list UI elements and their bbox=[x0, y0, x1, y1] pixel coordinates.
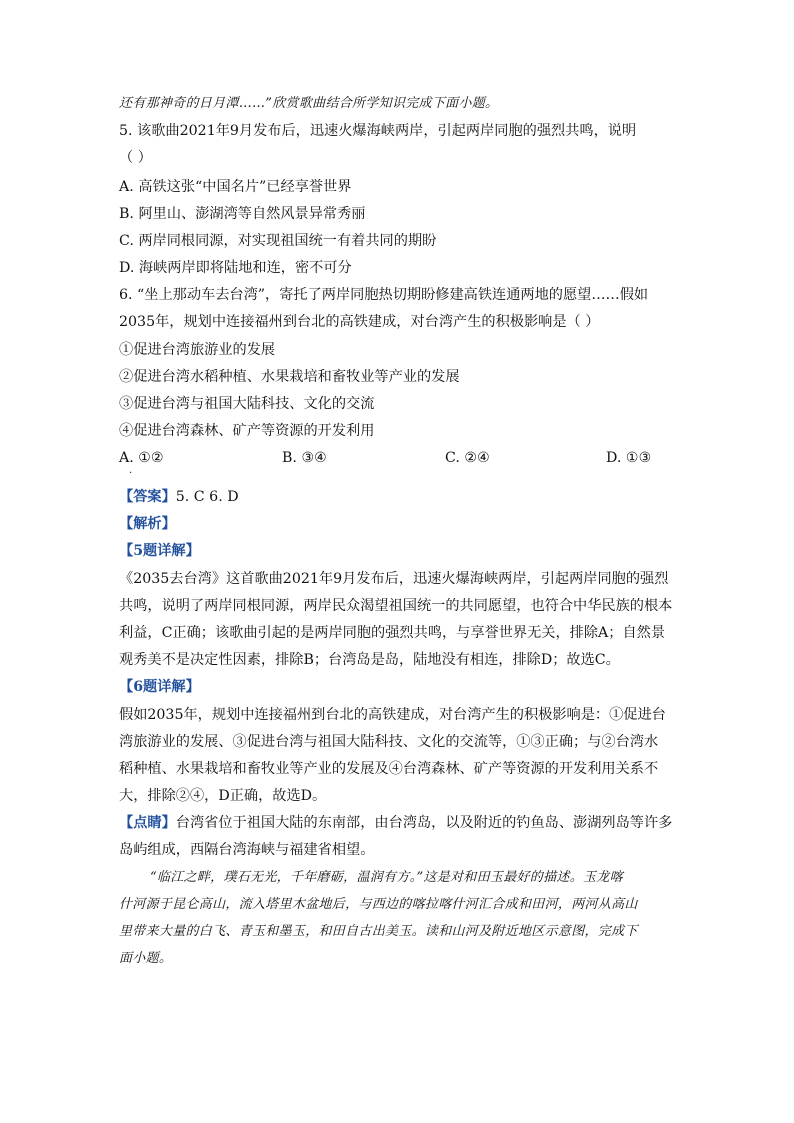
point-line-2: 岛屿组成，西隔台湾海峡与福建省相望。 bbox=[119, 842, 375, 858]
question-6-choice-b: B. ③④ bbox=[282, 450, 327, 466]
question-5-detail-line: 利益，C正确；该歌曲引起的是两岸同胞的强烈共鸣，与享誉世界无关，排除A；自然景 bbox=[119, 625, 666, 641]
next-intro-line: 里带来大量的白飞、青玉和墨玉，和田自古出美玉。读和山河及附近地区示意图，完成下 bbox=[119, 924, 638, 939]
question-6-choice-a: A. ①② bbox=[119, 450, 164, 466]
question-6-detail-line: 稻种植、水果栽培和畜牧业等产业的发展及④台湾森林、矿产等资源的开发利用关系不 bbox=[119, 761, 659, 777]
next-intro-line: 面小题。 bbox=[119, 951, 173, 966]
point-line-1 bbox=[119, 813, 672, 833]
question-6-detail-line: 大，排除②④，D正确，故选D。 bbox=[119, 788, 327, 804]
question-6-detail-line: 假如2035年，规划中连接福州到台北的高铁建成，对台湾产生的积极影响是：①促进台 bbox=[119, 707, 666, 723]
question-5-option-b: B. 阿里山、澎湖湾等自然风景异常秀丽 bbox=[119, 206, 366, 222]
question-6-choice-d: D. ①③ bbox=[606, 450, 652, 466]
analysis-label: 【解析】 bbox=[119, 516, 176, 532]
answer-value: 5. C 6. D bbox=[175, 489, 239, 505]
question-6-choice-c: C. ②④ bbox=[445, 450, 490, 466]
next-intro-line: 什河源于昆仑高山，流入塔里木盆地后，与西边的喀拉喀什河汇合成和田河，两河从高山 bbox=[119, 897, 638, 912]
question-5-option-a: A. 高铁这张“中国名片”已经享誉世界 bbox=[119, 179, 352, 195]
question-5-detail-line: 观秀美不是决定性因素，排除B；台湾岛是岛，陆地没有相连，排除D；故选C。 bbox=[119, 652, 620, 668]
question-5-option-d: D. 海峡两岸即将陆地和连，密不可分 bbox=[119, 260, 352, 276]
question-6-detail-label: 【6题详解】 bbox=[119, 679, 200, 695]
point-text: 台湾省位于祖国大陆的东南部，由台湾岛，以及附近的钓鱼岛、澎湖列岛等许多 bbox=[175, 815, 673, 831]
question-5-detail-line: 共鸣，说明了两岸同根同源，两岸民众渴望祖国统一的共同愿望，也符合中华民族的根本 bbox=[119, 598, 673, 614]
question-5-stem: 5. 该歌曲2021年9月发布后，迅速火爆海峡两岸，引起两岸同胞的强烈共鸣，说明 bbox=[119, 123, 637, 139]
stray-dot: . bbox=[129, 465, 133, 476]
question-5-detail-line: 《2035去台湾》这首歌曲2021年9月发布后，迅速火爆海峡两岸，引起两岸同胞的强烈 bbox=[119, 571, 669, 587]
question-6-item-4: ④促进台湾森林、矿产等资源的开发利用 bbox=[119, 423, 375, 439]
intro-tail-text: 还有那神奇的日月潭……”欣赏歌曲结合所学知识完成下面小题。 bbox=[119, 96, 499, 111]
point-label: 【点睛】 bbox=[119, 815, 176, 831]
next-intro-line: “临江之畔，璞石无光，千年磨砺，温润有方。”这是对和田玉最好的描述。玉龙喀 bbox=[150, 870, 623, 885]
answer-line bbox=[119, 487, 239, 507]
question-5-option-c: C. 两岸同根同源，对实现祖国统一有着共同的期盼 bbox=[119, 233, 437, 249]
question-6-detail-line: 湾旅游业的发展、③促进台湾与祖国大陆科技、文化的交流等，①③正确；与②台湾水 bbox=[119, 734, 659, 750]
question-6-item-2: ②促进台湾水稻种植、水果栽培和畜牧业等产业的发展 bbox=[119, 369, 460, 385]
question-6-stem-line-2: 2035年，规划中连接福州到台北的高铁建成，对台湾产生的积极影响是（ ） bbox=[119, 314, 600, 330]
answer-label: 【答案】 bbox=[119, 489, 176, 505]
question-6-stem-line-1: 6. “坐上那动车去台湾”，寄托了两岸同胞热切期盼修建高铁连通两地的愿望……假如 bbox=[119, 287, 649, 303]
question-6-item-3: ③促进台湾与祖国大陆科技、文化的交流 bbox=[119, 396, 375, 412]
question-6-item-1: ①促进台湾旅游业的发展 bbox=[119, 342, 276, 358]
question-5-blank: （ ） bbox=[119, 150, 152, 166]
question-5-detail-label: 【5题详解】 bbox=[119, 543, 200, 559]
